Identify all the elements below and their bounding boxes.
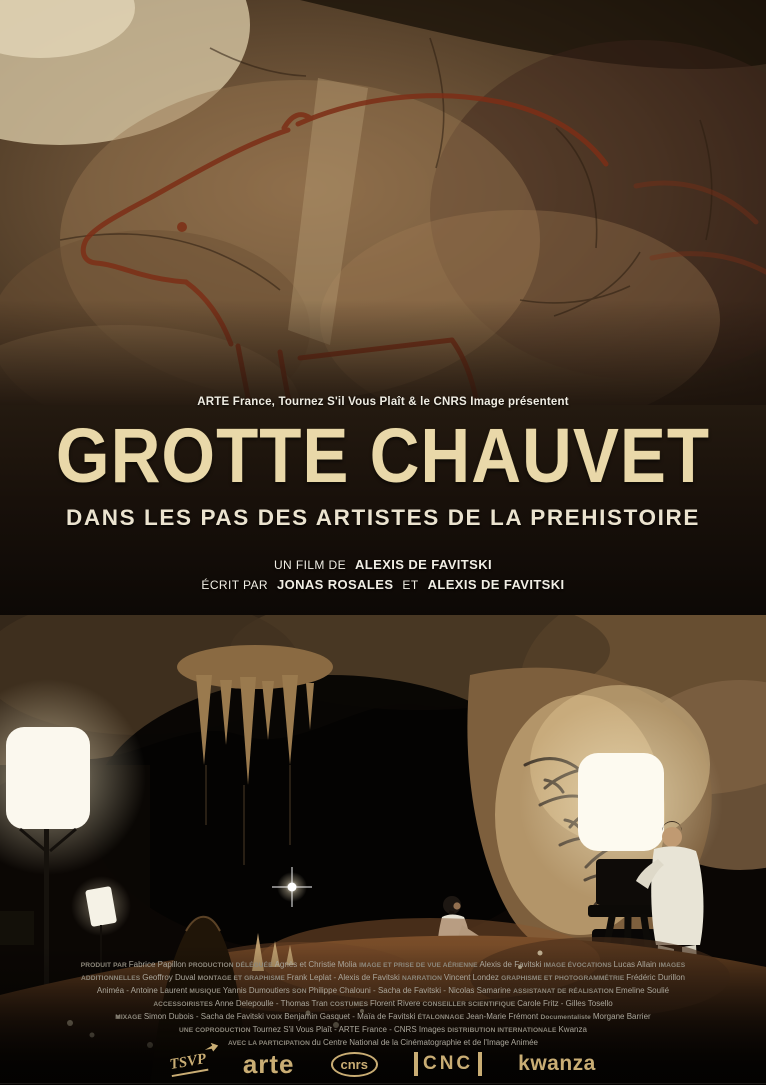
- credits-line: Animéa - Antoine Laurent MUSIQUE Yannis Dumoutiers SON Philippe Chalouni - Sacha de Favitski - Nicolas Samarine ASSISTANAT DE RÉALISATION Emeline Soulié: [96, 986, 670, 995]
- tsvp-logo: [169, 1051, 209, 1077]
- byline-writer-2: ALEXIS DE FAVITSKI: [427, 577, 565, 592]
- film-subtitle: DANS LES PAS DES ARTISTES DE LA PREHISTOIRE: [66, 505, 700, 530]
- cnc-logo: CNC: [414, 1052, 482, 1076]
- byline-writers-conj: ET: [402, 578, 419, 592]
- credits-line: ACCESSOIRISTES Anne Delepoulle - Thomas Tran COSTUMES Florent Rivere CONSEILLER SCIENTIFIQUE Carole Fritz - Gilles Tosello: [153, 999, 613, 1008]
- credits-line: AVEC LA PARTICIPATION du Centre National de la Cinématographie et de l'Image Animée: [228, 1038, 538, 1047]
- credits-line: ADDITIONNELLES Geoffroy Duval MONTAGE ET GRAPHISME Frank Leplat - Alexis de Favitski NARRATION Vincent Londez GRAPHISME ET PHOTOGRAMMÉTRIE Frédéric Durillon: [81, 973, 685, 982]
- byline-writers-label: ÉCRIT PAR: [201, 578, 268, 592]
- cave-wall-painting-photo: [0, 0, 766, 420]
- credits-line: UNE COPRODUCTION Tournez S'il Vous Plaît - ARTE France - CNRS Images DISTRIBUTION INTERNATIONALE Kwanza: [179, 1025, 587, 1034]
- byline-director-name: ALEXIS DE FAVITSKI: [355, 557, 492, 572]
- credits-block: [13, 959, 753, 1050]
- tsvp-logo-text: TSVP: [168, 1050, 208, 1074]
- byline-director-label: UN FILM DE: [273, 558, 346, 572]
- arte-logo: arte: [242, 1048, 295, 1079]
- partner-logos: [0, 1046, 766, 1082]
- byline-writers: [0, 577, 766, 592]
- bear-eye: [177, 222, 187, 232]
- equipment-case: [0, 911, 34, 945]
- byline-writer-1: JONAS ROSALES: [276, 577, 394, 592]
- credits-line: PRODUIT PAR Fabrice Papillon PRODUCTION DÉLÉGUÉE Agnès et Christie Molia IMAGE ET PRISE DE VUE AÉRIENNE Alexis de Favitski IMAGE ÉVOCATIONS Lucas Allain IMAGES: [80, 960, 686, 969]
- cnrs-logo: cnrs: [331, 1052, 378, 1077]
- credits-line: MIXAGE Simon Dubois - Sacha de Favitski VOIX Benjamin Gasquet - Maïa de Favitski ÉTALONNAGE Jean-Marie Frémont Documentaliste Morgane Barrier: [115, 1012, 651, 1021]
- pointing-hand-icon: [204, 1042, 220, 1054]
- presenter-line: ARTE France, Tournez S'il Vous Plaît & le CNRS Image présentent: [197, 396, 569, 408]
- byline-director: [0, 557, 766, 572]
- film-title: GROTTE CHAUVET: [55, 412, 711, 499]
- kwanza-logo: kwanza: [518, 1052, 596, 1075]
- bottom-edge-line: [0, 1083, 766, 1084]
